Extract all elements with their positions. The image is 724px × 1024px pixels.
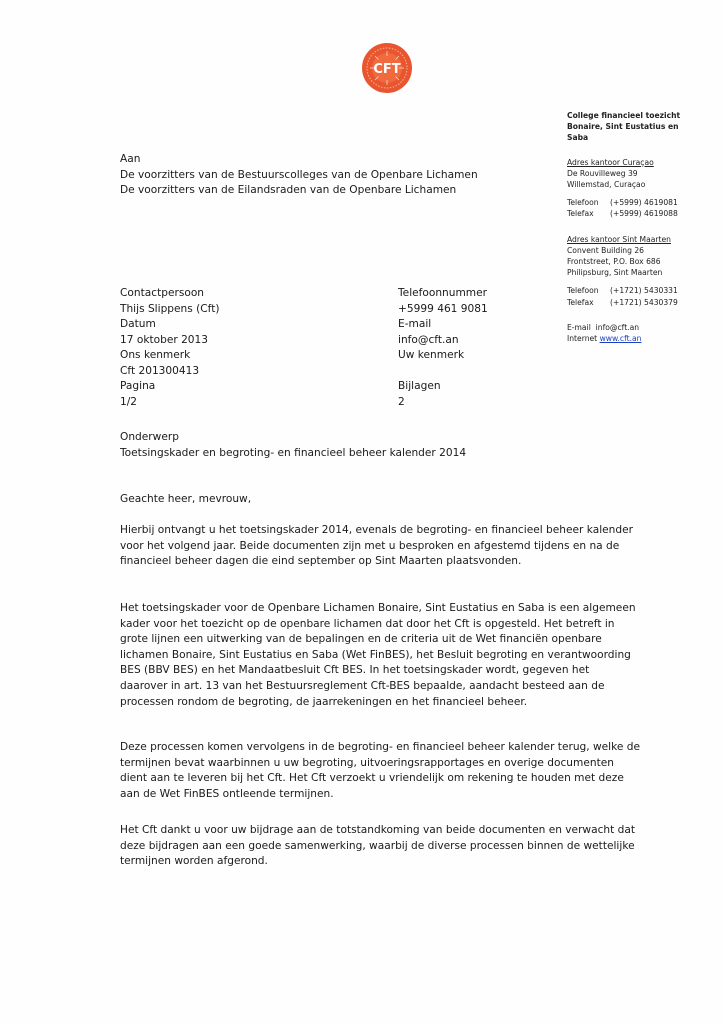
cft-logo-icon	[361, 42, 413, 94]
fax-label: Telefax	[567, 297, 594, 307]
address-line: Convent Building 26	[567, 245, 645, 255]
internet-row	[567, 333, 717, 344]
svg-text:CFT: CFT	[373, 62, 401, 77]
address-line: Frontstreet, P.O. Box 686	[567, 257, 661, 267]
subject-text: Toetsingskader en begroting- en financieel beheer kalender 2014	[120, 446, 467, 459]
cft-logo	[361, 42, 413, 94]
addressee-line: De voorzitters van de Eilandsraden van de Openbare Lichamen	[120, 184, 457, 196]
email-label: E-mail	[398, 318, 432, 330]
body-paragraph: Hierbij ontvangt u het toetsingskader 2014, evenals de begroting- en financieel beheer kalender voor het volgend jaar. Beide documenten zijn met u besproken en afgestemd tijdens en na de financieel beheer dagen die eind september op Sint Maarten plaatsvonden.	[120, 524, 633, 568]
your-reference-label: Uw kenmerk	[398, 349, 465, 361]
page-label: Pagina	[120, 380, 156, 392]
addressee-block	[120, 152, 478, 199]
phone-label: Telefoonnummer	[398, 287, 487, 299]
our-reference-label: Ons kenmerk	[120, 349, 191, 361]
sender-info-sidebar	[567, 110, 717, 344]
address-line: Willemstad, Curaçao	[567, 180, 646, 190]
office-curacao-heading: Adres kantoor Curaçao	[567, 157, 654, 167]
phone-label: Telefoon	[567, 286, 599, 296]
phone-value: +5999 461 9081	[398, 302, 488, 315]
email-value: info@cft.an	[398, 333, 459, 346]
attachments-label: Bijlagen	[398, 380, 441, 392]
fax-row	[567, 208, 717, 219]
letter-meta-right	[398, 286, 488, 410]
subject-block	[120, 430, 466, 461]
phone-row	[567, 197, 717, 208]
body-paragraph: Deze processen komen vervolgens in de begroting- en financieel beheer kalender terug, welke de termijnen bevat waarbinnen u uw begroting, uitvoeringsrapportages en overige documenten dient aan te leveren bij het Cft. Het Cft verzoekt u vriendelijk om rekening te houden met deze aan de Wet FinBES ontleende termijnen.	[120, 741, 641, 800]
office-sint-maarten	[567, 234, 717, 308]
our-reference-value: Cft 201300413	[120, 364, 200, 377]
phone-value: (+5999) 4619081	[610, 198, 678, 208]
internet-label: Internet	[567, 334, 598, 344]
office-sint-maarten-heading: Adres kantoor Sint Maarten	[567, 234, 671, 244]
salutation: Geachte heer, mevrouw,	[120, 493, 252, 505]
subject-label: Onderwerp	[120, 431, 179, 443]
page-value: 1/2	[120, 395, 138, 408]
org-name-line: Bonaire, Sint Eustatius en	[567, 122, 679, 132]
organization-name	[567, 110, 717, 144]
email-label: E-mail	[567, 322, 591, 332]
address-line: Philipsburg, Sint Maarten	[567, 268, 663, 278]
phone-label: Telefoon	[567, 198, 599, 208]
fax-value: (+1721) 5430379	[610, 297, 678, 307]
phone-row	[567, 285, 717, 296]
contact-value: Thijs Slippens (Cft)	[120, 302, 220, 315]
org-name-line: College financieel toezicht	[567, 111, 681, 120]
contact-label: Contactpersoon	[120, 287, 205, 299]
fax-value: (+5999) 4619088	[610, 209, 678, 219]
fax-label: Telefax	[567, 209, 594, 219]
addressee-label: Aan	[120, 153, 141, 165]
letter-meta-left	[120, 286, 220, 410]
body-paragraph: Het toetsingskader voor de Openbare Lichamen Bonaire, Sint Eustatius en Saba is een algemeen kader voor het toezicht op de openbare lichamen dat door het Cft is opgesteld. Het betreft in grote lijnen een uitwerking van de bepalingen en de criteria uit de Wet financiën openbare lichamen Bonaire, Sint Eustatius en Saba (Wet FinBES), het Besluit begroting en verantwoording BES (BBV BES) en het Mandaatbesluit Cft BES. In het toetsingskader wordt, gegeven het daarover in art. 13 van het Bestuursreglement Cft-BES bepaalde, aandacht besteed aan de processen rondom de begroting, de jaarrekeningen en het financieel beheer.	[120, 602, 636, 708]
your-reference-value	[398, 364, 488, 380]
email-value: info@cft.an	[595, 322, 640, 332]
office-curacao	[567, 157, 717, 220]
addressee-line: De voorzitters van de Bestuurscolleges van de Openbare Lichamen	[120, 168, 478, 181]
phone-value: (+1721) 5430331	[610, 286, 678, 296]
date-label: Datum	[120, 318, 156, 330]
date-value: 17 oktober 2013	[120, 333, 209, 346]
org-name-line: Saba	[567, 133, 589, 143]
body-paragraph: Het Cft dankt u voor uw bijdrage aan de totstandkoming van beide documenten en verwacht dat deze bijdragen aan een goede samenwerking, waarbij de diverse processen binnen de wettelijke termijnen worden afgerond.	[120, 824, 636, 868]
address-line: De Rouvilleweg 39	[567, 168, 638, 178]
email-row	[567, 322, 717, 333]
attachments-value: 2	[398, 395, 405, 408]
fax-row	[567, 297, 717, 308]
website-link[interactable]: www.cft.an	[599, 334, 642, 344]
